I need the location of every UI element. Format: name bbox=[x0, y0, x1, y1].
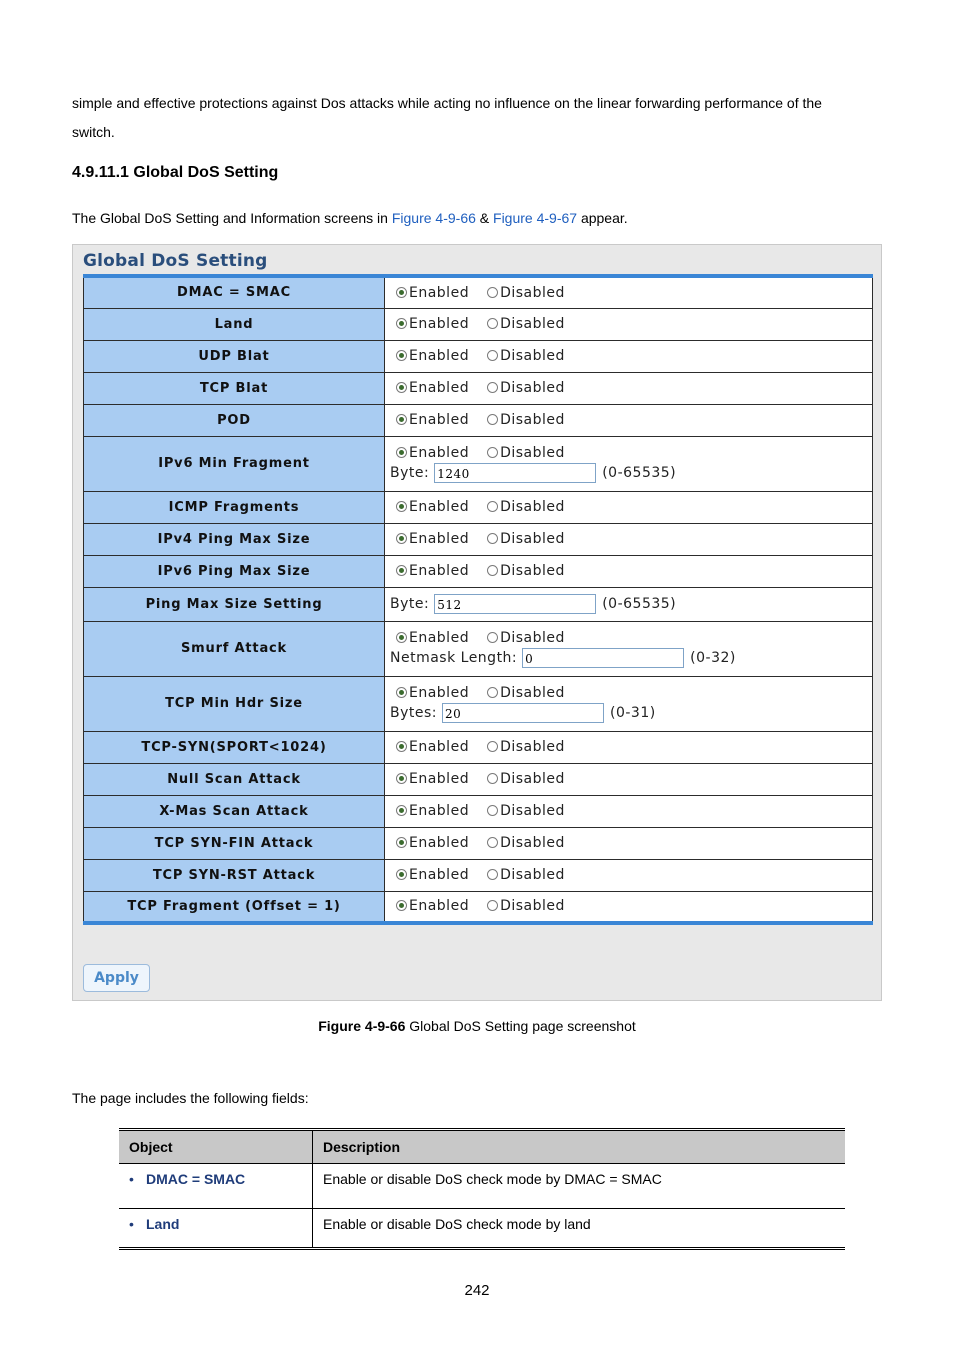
setting-row bbox=[84, 859, 873, 891]
ref-text-mid: & bbox=[475, 210, 494, 226]
enabled-radio[interactable] bbox=[396, 773, 407, 784]
enabled-radio[interactable] bbox=[396, 414, 407, 425]
range-hint: (0-31) bbox=[610, 704, 656, 721]
setting-value-cell bbox=[385, 621, 873, 676]
enabled-radio[interactable] bbox=[396, 350, 407, 361]
disabled-label[interactable]: Disabled bbox=[500, 771, 565, 787]
setting-value-cell bbox=[385, 676, 873, 731]
setting-label: IPv6 Ping Max Size bbox=[84, 555, 385, 587]
intro-line-1: simple and effective protections against Dos attacks while acting no influence on the linear forwarding performance of the bbox=[72, 95, 822, 111]
setting-value-cell bbox=[385, 523, 873, 555]
enabled-label[interactable]: Enabled bbox=[409, 499, 470, 515]
object-cell bbox=[119, 1164, 313, 1209]
dos-settings-table bbox=[83, 274, 873, 925]
enabled-label[interactable]: Enabled bbox=[409, 835, 470, 851]
disabled-radio[interactable] bbox=[487, 501, 498, 512]
radio-group bbox=[390, 531, 872, 547]
value-input[interactable]: 512 bbox=[434, 594, 596, 614]
enabled-radio[interactable] bbox=[396, 533, 407, 544]
setting-value-cell bbox=[385, 436, 873, 491]
setting-label: TCP Fragment (Offset = 1) bbox=[84, 891, 385, 923]
caption-text: Global DoS Setting page screenshot bbox=[405, 1018, 636, 1034]
setting-label: Smurf Attack bbox=[84, 621, 385, 676]
table-row bbox=[119, 1164, 845, 1209]
input-line bbox=[390, 648, 872, 668]
disabled-radio[interactable] bbox=[487, 447, 498, 458]
input-line bbox=[390, 703, 872, 723]
fields-table bbox=[119, 1128, 845, 1250]
enabled-radio[interactable] bbox=[396, 501, 407, 512]
enabled-radio[interactable] bbox=[396, 687, 407, 698]
setting-value-cell bbox=[385, 340, 873, 372]
value-input[interactable]: 20 bbox=[442, 703, 604, 723]
disabled-radio[interactable] bbox=[487, 318, 498, 329]
disabled-radio[interactable] bbox=[487, 741, 498, 752]
disabled-label[interactable]: Disabled bbox=[500, 803, 565, 819]
intro-paragraph bbox=[72, 89, 872, 147]
disabled-radio[interactable] bbox=[487, 805, 498, 816]
figure-caption bbox=[0, 1018, 954, 1034]
setting-label: Null Scan Attack bbox=[84, 763, 385, 795]
disabled-radio[interactable] bbox=[487, 287, 498, 298]
radio-group bbox=[390, 771, 872, 787]
enabled-radio[interactable] bbox=[396, 287, 407, 298]
setting-row bbox=[84, 763, 873, 795]
radio-group bbox=[390, 412, 872, 428]
setting-row bbox=[84, 436, 873, 491]
disabled-label[interactable]: Disabled bbox=[500, 284, 565, 301]
enabled-label[interactable]: Enabled bbox=[409, 898, 470, 915]
setting-label: Land bbox=[84, 308, 385, 340]
disabled-label[interactable]: Disabled bbox=[500, 380, 565, 396]
ref-text-pre: The Global DoS Setting and Information screens in bbox=[72, 210, 392, 226]
object-name: Land bbox=[146, 1216, 180, 1232]
field-label: Netmask Length: bbox=[390, 649, 518, 666]
disabled-radio[interactable] bbox=[487, 414, 498, 425]
intro-line-2: switch. bbox=[72, 124, 115, 140]
setting-row bbox=[84, 621, 873, 676]
enabled-radio[interactable] bbox=[396, 805, 407, 816]
input-line bbox=[390, 594, 872, 614]
field-label: Bytes: bbox=[390, 704, 438, 721]
setting-value-cell bbox=[385, 308, 873, 340]
enabled-label[interactable]: Enabled bbox=[409, 563, 470, 579]
setting-label: IPv4 Ping Max Size bbox=[84, 523, 385, 555]
setting-label: DMAC = SMAC bbox=[84, 276, 385, 308]
setting-label: TCP SYN-FIN Attack bbox=[84, 827, 385, 859]
radio-group bbox=[390, 285, 872, 301]
setting-label: TCP-SYN(SPORT<1024) bbox=[84, 731, 385, 763]
setting-value-cell bbox=[385, 276, 873, 308]
figure-4-9-66-link[interactable]: Figure 4-9-66 bbox=[391, 210, 476, 226]
disabled-radio[interactable] bbox=[487, 869, 498, 880]
enabled-radio[interactable] bbox=[396, 565, 407, 576]
radio-group bbox=[390, 563, 872, 579]
radio-group bbox=[390, 867, 872, 883]
object-name: DMAC = SMAC bbox=[146, 1171, 246, 1187]
range-hint: (0-65535) bbox=[602, 464, 677, 481]
setting-row bbox=[84, 491, 873, 523]
setting-value-cell bbox=[385, 372, 873, 404]
enabled-label[interactable]: Enabled bbox=[409, 803, 470, 819]
enabled-label[interactable]: Enabled bbox=[409, 771, 470, 787]
setting-label: ICMP Fragments bbox=[84, 491, 385, 523]
disabled-radio[interactable] bbox=[487, 382, 498, 393]
disabled-radio[interactable] bbox=[487, 773, 498, 784]
setting-label: TCP Blat bbox=[84, 372, 385, 404]
setting-value-cell bbox=[385, 763, 873, 795]
setting-value-cell bbox=[385, 731, 873, 763]
enabled-label[interactable]: Enabled bbox=[409, 531, 470, 547]
setting-row bbox=[84, 731, 873, 763]
enabled-label[interactable]: Enabled bbox=[409, 284, 470, 301]
setting-value-cell bbox=[385, 555, 873, 587]
disabled-label[interactable]: Disabled bbox=[500, 898, 565, 915]
field-label: Byte: bbox=[390, 596, 430, 612]
page-number: 242 bbox=[464, 1282, 490, 1299]
object-column-header: Object bbox=[119, 1130, 313, 1164]
radio-group bbox=[390, 445, 872, 461]
input-line bbox=[390, 463, 872, 483]
enabled-radio[interactable] bbox=[396, 318, 407, 329]
enabled-label[interactable]: Enabled bbox=[409, 444, 470, 461]
disabled-label[interactable]: Disabled bbox=[500, 563, 565, 579]
disabled-label[interactable]: Disabled bbox=[500, 629, 565, 646]
disabled-label[interactable]: Disabled bbox=[500, 412, 565, 428]
apply-button[interactable]: Apply bbox=[83, 964, 150, 992]
range-hint: (0-65535) bbox=[602, 596, 677, 612]
enabled-radio[interactable] bbox=[396, 382, 407, 393]
setting-row bbox=[84, 555, 873, 587]
disabled-radio[interactable] bbox=[487, 632, 498, 643]
radio-group bbox=[390, 739, 872, 755]
disabled-radio[interactable] bbox=[487, 533, 498, 544]
setting-value-cell bbox=[385, 404, 873, 436]
disabled-radio[interactable] bbox=[487, 350, 498, 361]
enabled-label[interactable]: Enabled bbox=[409, 316, 470, 332]
disabled-label[interactable]: Disabled bbox=[500, 684, 565, 701]
setting-value-cell bbox=[385, 891, 873, 923]
figure-4-9-67-link[interactable]: Figure 4-9-67 bbox=[493, 210, 578, 226]
setting-label: X-Mas Scan Attack bbox=[84, 795, 385, 827]
radio-group bbox=[390, 835, 872, 851]
setting-label: TCP Min Hdr Size bbox=[84, 676, 385, 731]
radio-group bbox=[390, 803, 872, 819]
enabled-label[interactable]: Enabled bbox=[409, 867, 470, 883]
disabled-radio[interactable] bbox=[487, 837, 498, 848]
setting-value-cell bbox=[385, 587, 873, 621]
enabled-radio[interactable] bbox=[396, 869, 407, 880]
setting-label: UDP Blat bbox=[84, 340, 385, 372]
range-hint: (0-32) bbox=[690, 649, 736, 666]
enabled-radio[interactable] bbox=[396, 837, 407, 848]
setting-row bbox=[84, 676, 873, 731]
table-row bbox=[119, 1209, 845, 1249]
global-dos-setting-screenshot bbox=[72, 244, 882, 1001]
disabled-label[interactable]: Disabled bbox=[500, 531, 565, 547]
radio-group bbox=[390, 380, 872, 396]
setting-row bbox=[84, 795, 873, 827]
object-cell bbox=[119, 1209, 313, 1249]
disabled-label[interactable]: Disabled bbox=[500, 444, 565, 461]
enabled-label[interactable]: Enabled bbox=[409, 348, 470, 364]
disabled-label[interactable]: Disabled bbox=[500, 835, 565, 851]
enabled-radio[interactable] bbox=[396, 447, 407, 458]
enabled-radio[interactable] bbox=[396, 741, 407, 752]
setting-value-cell bbox=[385, 859, 873, 891]
setting-value-cell bbox=[385, 795, 873, 827]
disabled-radio[interactable] bbox=[487, 900, 498, 911]
value-input[interactable]: 1240 bbox=[434, 463, 596, 483]
description-column-header: Description bbox=[313, 1130, 846, 1164]
disabled-label[interactable]: Disabled bbox=[500, 867, 565, 883]
setting-row bbox=[84, 827, 873, 859]
disabled-label[interactable]: Disabled bbox=[500, 316, 565, 332]
radio-group bbox=[390, 499, 872, 515]
setting-value-cell bbox=[385, 491, 873, 523]
disabled-label[interactable]: Disabled bbox=[500, 348, 565, 364]
enabled-radio[interactable] bbox=[396, 632, 407, 643]
setting-row bbox=[84, 372, 873, 404]
radio-group bbox=[390, 630, 872, 646]
setting-row bbox=[84, 587, 873, 621]
setting-label: POD bbox=[84, 404, 385, 436]
setting-row bbox=[84, 404, 873, 436]
radio-group bbox=[390, 316, 872, 332]
enabled-label[interactable]: Enabled bbox=[409, 739, 470, 755]
disabled-radio[interactable] bbox=[487, 687, 498, 698]
enabled-label[interactable]: Enabled bbox=[409, 629, 470, 646]
setting-row bbox=[84, 340, 873, 372]
bullet-icon: • bbox=[129, 1216, 134, 1232]
setting-row bbox=[84, 891, 873, 923]
disabled-label[interactable]: Disabled bbox=[500, 499, 565, 515]
bullet-icon: • bbox=[129, 1171, 134, 1187]
setting-value-cell bbox=[385, 827, 873, 859]
setting-row bbox=[84, 523, 873, 555]
fields-intro: The page includes the following fields: bbox=[72, 1090, 309, 1106]
disabled-radio[interactable] bbox=[487, 565, 498, 576]
figure-reference bbox=[72, 204, 872, 233]
radio-group bbox=[390, 685, 872, 701]
enabled-label[interactable]: Enabled bbox=[409, 412, 470, 428]
radio-group bbox=[390, 898, 872, 914]
description-cell: Enable or disable DoS check mode by land bbox=[313, 1209, 846, 1249]
setting-label: TCP SYN-RST Attack bbox=[84, 859, 385, 891]
field-label: Byte: bbox=[390, 464, 430, 481]
ref-text-post: appear. bbox=[577, 210, 628, 226]
setting-row bbox=[84, 276, 873, 308]
setting-label: Ping Max Size Setting bbox=[84, 587, 385, 621]
section-heading: 4.9.11.1 Global DoS Setting bbox=[72, 164, 279, 181]
value-input[interactable]: 0 bbox=[522, 648, 684, 668]
enabled-label[interactable]: Enabled bbox=[409, 684, 470, 701]
setting-label: IPv6 Min Fragment bbox=[84, 436, 385, 491]
radio-group bbox=[390, 348, 872, 364]
enabled-label[interactable]: Enabled bbox=[409, 380, 470, 396]
enabled-radio[interactable] bbox=[396, 900, 407, 911]
caption-figure-number: Figure 4-9-66 bbox=[318, 1018, 406, 1034]
panel-title: Global DoS Setting bbox=[83, 251, 268, 271]
disabled-label[interactable]: Disabled bbox=[500, 739, 565, 755]
setting-row bbox=[84, 308, 873, 340]
description-cell: Enable or disable DoS check mode by DMAC = SMAC bbox=[313, 1164, 846, 1209]
